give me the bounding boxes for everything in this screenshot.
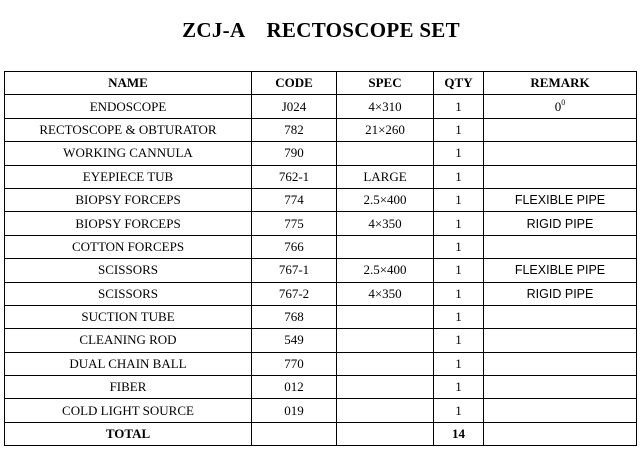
cell-name: DUAL CHAIN BALL — [5, 352, 252, 375]
table-row — [5, 142, 637, 165]
cell-name: ENDOSCOPE — [5, 95, 252, 118]
cell-spec — [337, 305, 434, 328]
cell-name: BIOPSY FORCEPS — [5, 188, 252, 211]
cell-remark — [484, 142, 637, 165]
table-row — [5, 165, 637, 188]
cell-code: 790 — [252, 142, 337, 165]
cell-name: COLD LIGHT SOURCE — [5, 399, 252, 422]
rectoscope-set-table — [4, 71, 637, 446]
table-row — [5, 95, 637, 118]
cell-name: SCISSORS — [5, 282, 252, 305]
total-remark-cell — [484, 422, 637, 445]
cell-code: 762-1 — [252, 165, 337, 188]
cell-spec — [337, 352, 434, 375]
cell-remark — [484, 95, 637, 118]
cell-qty: 1 — [434, 212, 484, 235]
cell-name: CLEANING ROD — [5, 329, 252, 352]
cell-code: 767-2 — [252, 282, 337, 305]
cell-remark: FLEXIBLE PIPE — [484, 259, 637, 282]
cell-name: BIOPSY FORCEPS — [5, 212, 252, 235]
cell-qty: 1 — [434, 352, 484, 375]
remark-value: 0 — [554, 98, 562, 114]
cell-qty: 1 — [434, 399, 484, 422]
cell-qty: 1 — [434, 95, 484, 118]
cell-remark — [484, 376, 637, 399]
cell-remark — [484, 352, 637, 375]
cell-qty: 1 — [434, 259, 484, 282]
table-row — [5, 305, 637, 328]
cell-code: 775 — [252, 212, 337, 235]
cell-code: 012 — [252, 376, 337, 399]
total-spec-cell — [337, 422, 434, 445]
cell-qty: 1 — [434, 305, 484, 328]
header-code: CODE — [252, 72, 337, 95]
cell-remark — [484, 118, 637, 141]
cell-remark: FLEXIBLE PIPE — [484, 188, 637, 211]
cell-remark: RIGID PIPE — [484, 282, 637, 305]
cell-remark — [484, 305, 637, 328]
cell-remark — [484, 399, 637, 422]
cell-qty: 1 — [434, 376, 484, 399]
cell-name: RECTOSCOPE & OBTURATOR — [5, 118, 252, 141]
table-row — [5, 212, 637, 235]
table-row — [5, 188, 637, 211]
cell-qty: 1 — [434, 282, 484, 305]
cell-code: 767-1 — [252, 259, 337, 282]
cell-spec: LARGE — [337, 165, 434, 188]
header-name: NAME — [5, 72, 252, 95]
cell-spec: 4×350 — [337, 212, 434, 235]
cell-code: 768 — [252, 305, 337, 328]
cell-spec: 2.5×400 — [337, 259, 434, 282]
cell-spec — [337, 376, 434, 399]
table-body — [5, 95, 637, 446]
remark-superscript: 0 — [561, 97, 566, 107]
table-row — [5, 282, 637, 305]
table-row — [5, 118, 637, 141]
cell-code: 774 — [252, 188, 337, 211]
cell-remark: RIGID PIPE — [484, 212, 637, 235]
cell-qty: 1 — [434, 188, 484, 211]
cell-spec — [337, 142, 434, 165]
total-qty: 14 — [434, 422, 484, 445]
header-qty: QTY — [434, 72, 484, 95]
header-spec: SPEC — [337, 72, 434, 95]
cell-spec: 4×350 — [337, 282, 434, 305]
cell-name: FIBER — [5, 376, 252, 399]
document-title: ZCJ-A RECTOSCOPE SET — [182, 18, 460, 42]
cell-name: EYEPIECE TUB — [5, 165, 252, 188]
cell-qty: 1 — [434, 142, 484, 165]
cell-spec: 21×260 — [337, 118, 434, 141]
cell-remark — [484, 329, 637, 352]
table-row — [5, 235, 637, 258]
table-row — [5, 259, 637, 282]
cell-code: 019 — [252, 399, 337, 422]
cell-remark — [484, 165, 637, 188]
cell-spec: 2.5×400 — [337, 188, 434, 211]
cell-code: 766 — [252, 235, 337, 258]
cell-remark — [484, 235, 637, 258]
cell-code: 770 — [252, 352, 337, 375]
table-row — [5, 399, 637, 422]
cell-code: J024 — [252, 95, 337, 118]
cell-qty: 1 — [434, 118, 484, 141]
table-row — [5, 329, 637, 352]
total-label: TOTAL — [5, 422, 252, 445]
total-code-cell — [252, 422, 337, 445]
cell-qty: 1 — [434, 329, 484, 352]
cell-name: SUCTION TUBE — [5, 305, 252, 328]
cell-code: 549 — [252, 329, 337, 352]
cell-name: WORKING CANNULA — [5, 142, 252, 165]
cell-name: COTTON FORCEPS — [5, 235, 252, 258]
cell-spec — [337, 235, 434, 258]
table-row — [5, 376, 637, 399]
header-remark: REMARK — [484, 72, 637, 95]
cell-spec: 4×310 — [337, 95, 434, 118]
cell-code: 782 — [252, 118, 337, 141]
cell-name: SCISSORS — [5, 259, 252, 282]
table-header-row — [5, 72, 637, 95]
total-row — [5, 422, 637, 445]
cell-spec — [337, 329, 434, 352]
cell-spec — [337, 399, 434, 422]
table-row — [5, 352, 637, 375]
cell-qty: 1 — [434, 165, 484, 188]
cell-qty: 1 — [434, 235, 484, 258]
